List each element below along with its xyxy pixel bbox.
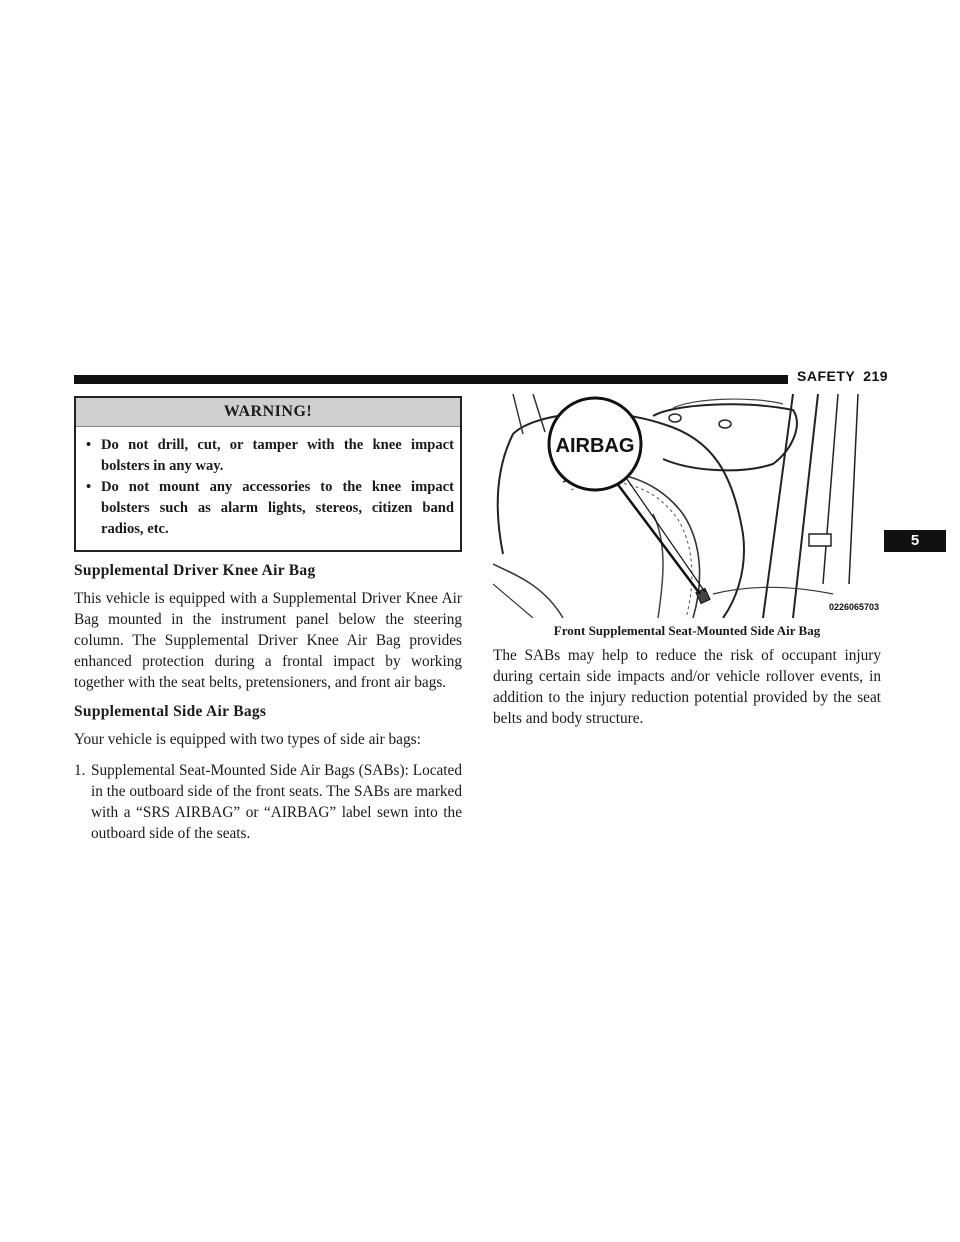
warning-item-text: Do not drill, cut, or tamper with the knee impact bolsters in any way.	[101, 437, 454, 474]
bullet-icon: •	[86, 437, 92, 453]
warning-item-text: Do not mount any accessories to the knee impact bolsters such as alarm lights, stereos, citizen band radios, etc.	[101, 479, 454, 537]
warning-box	[74, 396, 462, 552]
figure-caption: Front Supplemental Seat-Mounted Side Air Bag	[553, 623, 821, 638]
header-rule	[74, 375, 788, 384]
side-airbags-heading: Supplemental Side Air Bags	[74, 703, 267, 720]
seat-illustration	[493, 394, 881, 618]
warning-list	[76, 427, 460, 550]
seat-airbag-figure	[493, 394, 881, 618]
section-title: SAFETY	[797, 368, 856, 384]
running-header	[797, 368, 888, 384]
warning-item	[84, 435, 454, 477]
airbag-label: AIRBAG	[555, 435, 635, 457]
left-column	[74, 396, 462, 844]
sab-paragraph: The SABs may help to reduce the risk of occupant injury during certain side impacts and/or vehicle rollover events, in addition to the injury reduction potential provided by the seat belts and body structure.	[493, 647, 881, 727]
list-number: 1.	[74, 762, 86, 779]
side-airbags-intro: Your vehicle is equipped with two types of side air bags:	[74, 731, 421, 748]
figure-code: 0226065703	[828, 602, 879, 612]
list-item-text: Supplemental Seat-Mounted Side Air Bags (SABs): Located in the outboard side of the front seats. The SABs are marked with a “SRS AIRBAG” or “AIRBAG” label sewn into the outboard side of the seats.	[91, 762, 462, 842]
chapter-tab[interactable]: 5	[884, 530, 946, 552]
warning-item	[84, 477, 454, 540]
knee-airbag-heading: Supplemental Driver Knee Air Bag	[74, 562, 316, 579]
right-column	[493, 394, 881, 739]
warning-title: WARNING!	[76, 398, 460, 427]
side-airbags-list	[74, 760, 462, 844]
bullet-icon: •	[86, 479, 92, 495]
knee-airbag-paragraph: This vehicle is equipped with a Supplemental Driver Knee Air Bag mounted in the instrument panel below the steering column. The Supplemental Driver Knee Air Bag provides enhanced protection during a frontal impact by working together with the seat belts, pretensioners, and front air bags.	[74, 590, 462, 691]
page-number: 219	[863, 368, 889, 384]
list-item	[74, 760, 462, 844]
